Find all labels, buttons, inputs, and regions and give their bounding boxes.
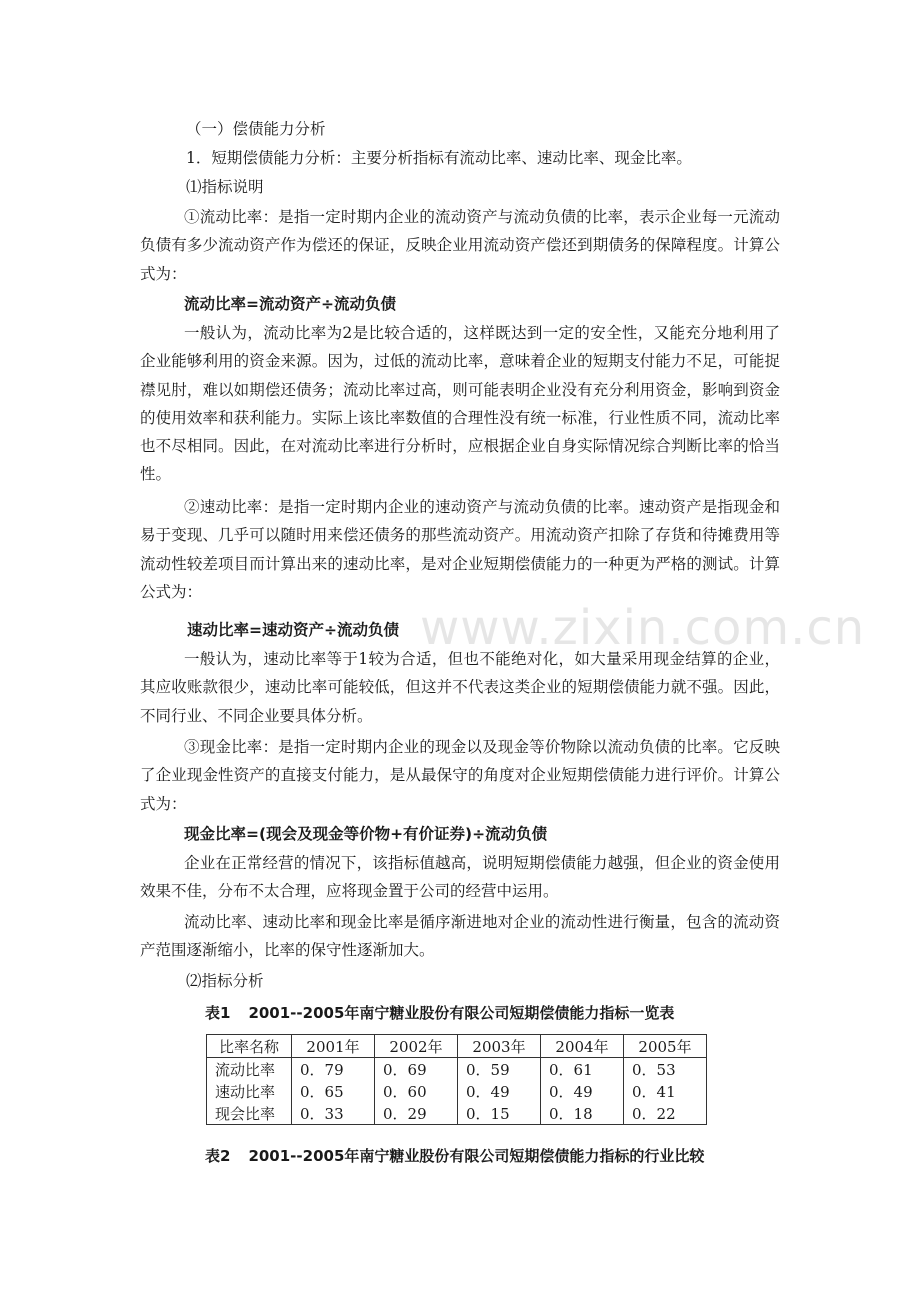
paragraph-cash-ratio-note: 企业在正常经营的情况下，该指标值越高，说明短期偿债能力越强，但企业的资金使用效果不佳，分布不太合理，应将现金置于公司的经营中运用。 xyxy=(140,854,780,901)
table2-caption-text: 2001--2005年南宁糖业股份有限公司短期偿债能力指标的行业比较 xyxy=(248,1147,705,1165)
paragraph-summary: 流动比率、速动比率和现金比率是循序渐进地对企业的流动性进行衡量，包含的流动资产范围逐渐缩小，比率的保守性逐渐加大。 xyxy=(140,913,780,960)
table-cell: 0．69 xyxy=(375,1058,458,1081)
table-cell: 0．41 xyxy=(624,1080,707,1102)
table-cell: 0．53 xyxy=(624,1058,707,1081)
formula-quick-ratio: 速动比率=速动资产÷流动负债 xyxy=(187,621,399,639)
table-cell-label: 速动比率 xyxy=(207,1080,292,1102)
table2-caption xyxy=(205,1143,704,1169)
table-header-cell: 2004年 xyxy=(541,1035,624,1058)
table-cell-label: 流动比率 xyxy=(207,1058,292,1081)
table-header-cell: 2002年 xyxy=(375,1035,458,1058)
table-row xyxy=(207,1102,707,1125)
sub-item-heading: ⑴指标说明 xyxy=(186,178,264,196)
watermark: www.zixin.com.cn xyxy=(420,600,866,656)
table-cell: 0．33 xyxy=(292,1102,375,1125)
table-cell: 0．49 xyxy=(458,1080,541,1102)
table-cell: 0．61 xyxy=(541,1058,624,1081)
table-cell: 0．79 xyxy=(292,1058,375,1081)
table-cell: 0．29 xyxy=(375,1102,458,1125)
paragraph-current-ratio-note: 一般认为，流动比率为2是比较合适的，这样既达到一定的安全性，又能充分地利用了企业能够利用的资金来源。因为，过低的流动比率，意味着企业的短期支付能力不足，可能捉襟见肘，难以如期偿还债务；流动比率过高，则可能表明企业没有充分利用资金，影响到资金的使用效率和获利能力。实际上该比率数值的合理性没有统一标准，行业性质不同，流动比率也不尽相同。因此，在对流动比率进行分析时，应根据企业自身实际情况综合判断比率的恰当性。 xyxy=(140,324,780,484)
table-cell-label: 现会比率 xyxy=(207,1102,292,1125)
paragraph-quick-ratio-note: 一般认为，速动比率等于1较为合适，但也不能绝对化，如大量采用现金结算的企业，其应收账款很少，速动比率可能较低，但这并不代表这类企业的短期偿债能力就不强。因此，不同行业、不同企业要具体分析。 xyxy=(140,650,780,725)
sub-item-heading-2: ⑵指标分析 xyxy=(186,972,264,990)
table-cell: 0．65 xyxy=(292,1080,375,1102)
table-cell: 0．59 xyxy=(458,1058,541,1081)
table-cell: 0．49 xyxy=(541,1080,624,1102)
table-cell: 0．22 xyxy=(624,1102,707,1125)
table1-caption-number: 表1 xyxy=(205,1004,231,1022)
table1-caption-text: 2001--2005年南宁糖业股份有限公司短期偿债能力指标一览表 xyxy=(248,1004,675,1022)
table-row xyxy=(207,1058,707,1081)
paragraph-quick-ratio: ②速动比率：是指一定时期内企业的速动资产与流动负债的比率。速动资产是指现金和易于变现、几乎可以随时用来偿还债务的那些流动资产。用流动资产扣除了存货和待摊费用等流动性较差项目而计算出来的速动比率，是对企业短期偿债能力的一种更为严格的测试。计算公式为： xyxy=(140,498,780,601)
table-cell: 0．15 xyxy=(458,1102,541,1125)
table-row xyxy=(207,1080,707,1102)
paragraph-cash-ratio: ③现金比率：是指一定时期内企业的现金以及现金等价物除以流动负债的比率。它反映了企业现金性资产的直接支付能力，是从最保守的角度对企业短期偿债能力进行评价。计算公式为： xyxy=(140,738,780,813)
formula-cash-ratio: 现金比率=(现会及现金等价物+有价证券)÷流动负债 xyxy=(184,825,548,843)
table1 xyxy=(206,1034,707,1125)
table-header-cell: 2003年 xyxy=(458,1035,541,1058)
table-cell: 0．60 xyxy=(375,1080,458,1102)
formula-current-ratio: 流动比率=流动资产÷流动负债 xyxy=(184,295,396,313)
table-cell: 0．18 xyxy=(541,1102,624,1125)
table-header-cell: 2005年 xyxy=(624,1035,707,1058)
table-header-cell: 比率名称 xyxy=(207,1035,292,1058)
table2-caption-number: 表2 xyxy=(205,1147,231,1165)
paragraph-current-ratio: ①流动比率：是指一定时期内企业的流动资产与流动负债的比率，表示企业每一元流动负债有多少流动资产作为偿还的保证，反映企业用流动资产偿还到期债务的保障程度。计算公式为： xyxy=(140,208,780,283)
section-title: （一）偿债能力分析 xyxy=(186,120,326,138)
table-header-cell: 2001年 xyxy=(292,1035,375,1058)
subsection-heading: 1．短期偿债能力分析：主要分析指标有流动比率、速动比率、现金比率。 xyxy=(186,149,692,167)
table1-caption xyxy=(205,1000,674,1026)
table-header-row xyxy=(207,1035,707,1058)
